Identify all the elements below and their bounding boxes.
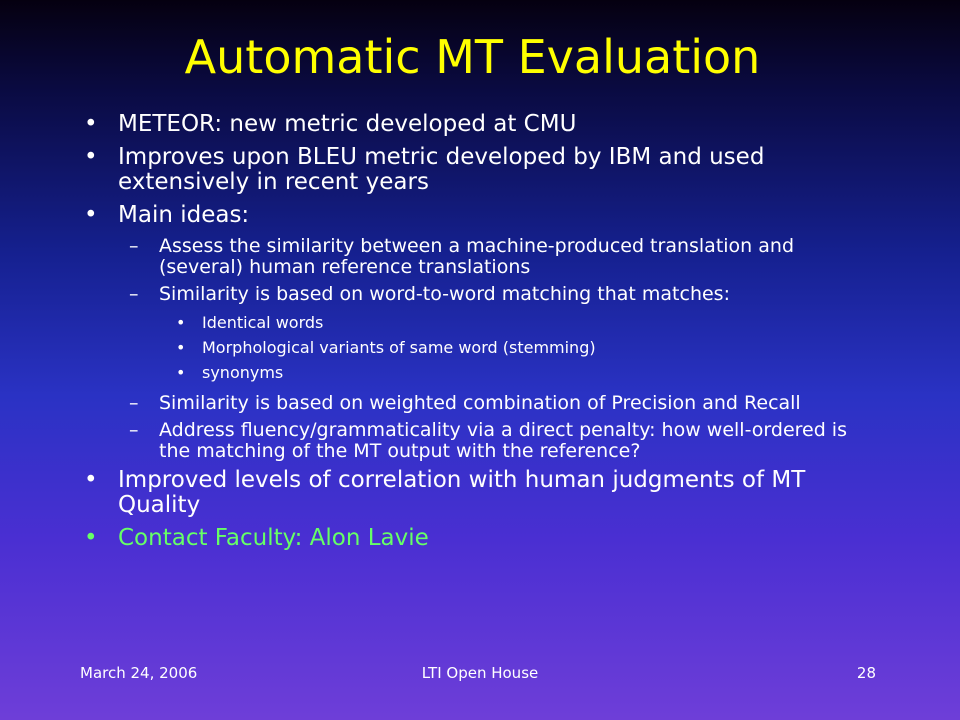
subitem-text: Similarity is based on word-to-word matching that matches: xyxy=(159,283,730,305)
footer-event: LTI Open House xyxy=(421,664,539,682)
bullet-icon: • xyxy=(176,338,186,357)
bullet-icon: • xyxy=(84,202,98,228)
dash-icon: – xyxy=(129,419,139,441)
bullet-icon: • xyxy=(84,144,98,170)
bullet-icon: • xyxy=(84,525,98,551)
bullet-icon: • xyxy=(84,111,98,137)
dash-icon: – xyxy=(129,235,139,257)
bullet-text: Improves upon BLEU metric developed by IBM and used extensively in recent years xyxy=(118,144,765,195)
slide-title: Automatic MT Evaluation xyxy=(184,30,761,84)
bullet-main-ideas xyxy=(84,203,884,228)
bullet-text: METEOR: new metric developed at CMU xyxy=(118,111,577,137)
main-ideas-subitems xyxy=(84,236,884,462)
dash-icon: – xyxy=(129,392,139,414)
footer-page-number: 28 xyxy=(856,664,876,682)
subitem-precision-recall xyxy=(84,393,884,414)
dash-icon: – xyxy=(129,283,139,305)
bullet-text: Main ideas: xyxy=(118,202,250,228)
slide-content xyxy=(84,112,884,559)
matching-types xyxy=(84,313,884,383)
bullet-icon: • xyxy=(176,313,186,332)
bullet-contact-faculty xyxy=(84,526,884,551)
subitem-text: Similarity is based on weighted combination of Precision and Recall xyxy=(159,392,801,414)
contact-text: Contact Faculty: Alon Lavie xyxy=(118,525,429,551)
match-identical xyxy=(84,313,884,333)
footer-date: March 24, 2006 xyxy=(80,664,198,682)
subitem-fluency xyxy=(84,420,884,462)
bullet-correlation xyxy=(84,468,884,518)
match-synonyms xyxy=(84,363,884,383)
bullet-icon: • xyxy=(176,363,186,382)
subitem-text: Assess the similarity between a machine-produced translation and (several) human reference translations xyxy=(159,235,795,278)
subitem-assess xyxy=(84,236,884,278)
subitem-word-matching xyxy=(84,284,884,305)
bullet-icon: • xyxy=(84,467,98,493)
bullet-text: Improved levels of correlation with human judgments of MT Quality xyxy=(118,467,806,518)
match-morphological xyxy=(84,338,884,358)
bullet-improves xyxy=(84,145,884,195)
match-text: synonyms xyxy=(202,363,284,382)
subitem-text: Address fluency/grammaticality via a direct penalty: how well-ordered is the matching of the MT output with the reference? xyxy=(159,419,847,462)
bullet-meteor xyxy=(84,112,884,137)
match-text: Identical words xyxy=(202,313,324,332)
match-text: Morphological variants of same word (stemming) xyxy=(202,338,596,357)
